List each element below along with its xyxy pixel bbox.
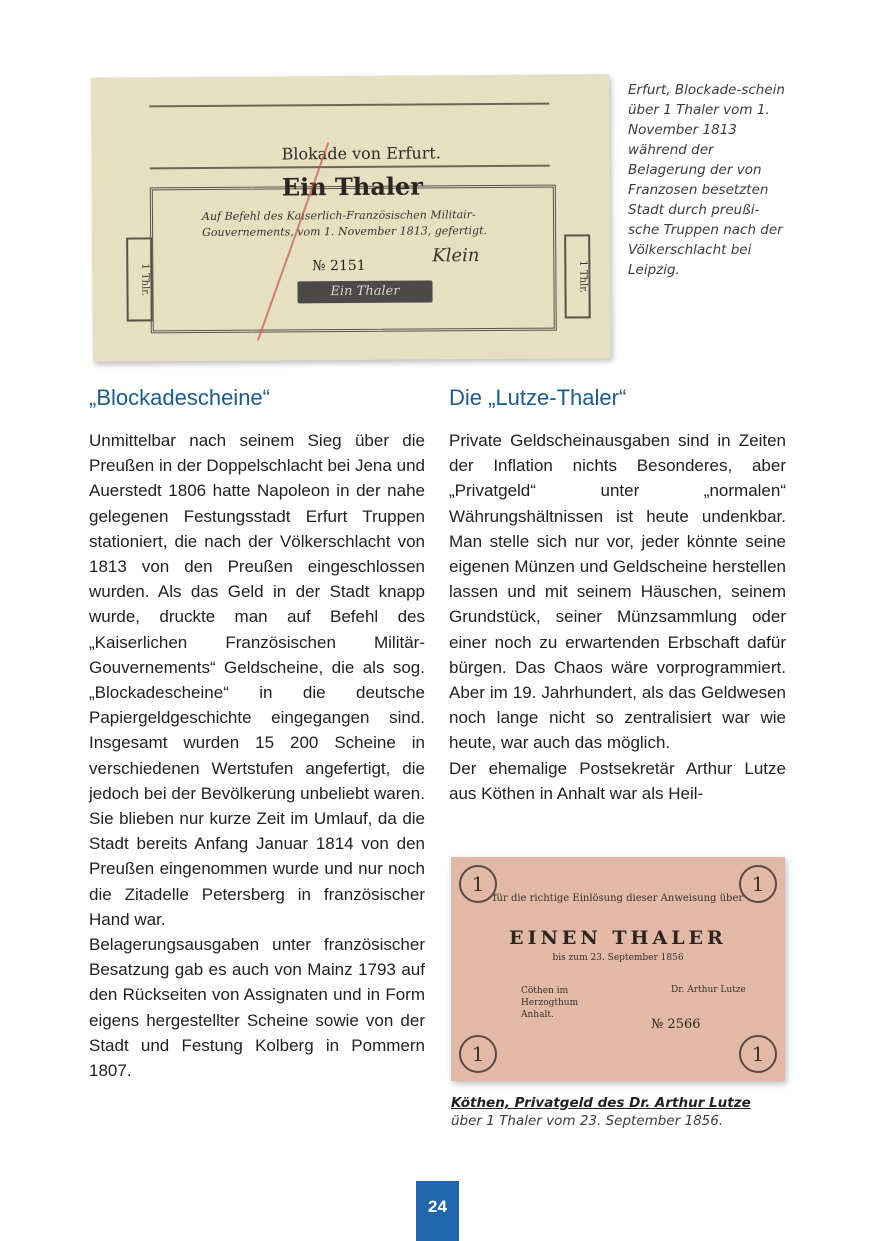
page-number: 24 [416, 1181, 459, 1241]
note-value-label: Ein Thaler [297, 280, 432, 303]
note-signature: Klein [432, 245, 480, 267]
right-paragraph-2: Der ehemalige Postsekretär Arthur Lutze aus Köthen in Anhalt war als Heil- [449, 758, 786, 803]
note-header-text: für die richtige Einlösung dieser Anweisung über [492, 893, 744, 904]
note-side-value-left: 1 Thlr. [126, 237, 153, 321]
left-paragraph-2: Belagerungsausgaben unter französischer Besatzung gab es auch von Mainz 1793 auf den Rückseiten von Assignaten und in Form eigens hergestellter Scheine sowie von der Stadt und Festung Kolberg in Pommern 1807. [89, 935, 425, 1081]
note-issuer: Dr. Arthur Lutze [671, 985, 746, 995]
figure2-caption-lead: Köthen, Privatgeld des Dr. Arthur Lutze [451, 1095, 751, 1111]
left-column [89, 428, 425, 1083]
note-corner-value: 1 [739, 865, 777, 903]
blockade-note-image [91, 74, 611, 362]
note-corner-value: 1 [739, 1035, 777, 1073]
figure1-caption: Erfurt, Blockade-schein über 1 Thaler vom 1. November 1813 während der Belagerung der von Franzosen besetzten Stadt durch preußi-sche Truppen nach der Völkerschlacht bei Leipzig. [628, 82, 785, 278]
note-value: EINEN THALER [509, 927, 727, 949]
note-date: bis zum 23. September 1856 [552, 953, 684, 963]
note-serial-number: № 2151 [312, 257, 366, 275]
note-corner-value: 1 [459, 1035, 497, 1073]
note-text: Auf Befehl des Kaiserlich-Französischen Militair-Gouvernements, vom 1. November 1813, gefertigt. [201, 208, 488, 240]
right-column [449, 428, 786, 806]
figure2-caption-rest: über 1 Thaler vom 23. September 1856. [451, 1113, 724, 1129]
note-side-value-right: 1 Thlr. [564, 234, 591, 318]
note-title: Blokade von Erfurt. [281, 143, 441, 164]
note-corner-value: 1 [459, 865, 497, 903]
note-place: Cöthen im Herzogthum Anhalt. [521, 986, 579, 1020]
left-paragraph-1: Unmittelbar nach seinem Sieg über die Preußen in der Doppelschlacht bei Jena und Auerstedt 1806 hatte Napoleon in der nahe gelegenen Festungsstadt Erfurt Truppen stationiert, die nach der Völkerschlacht von 1813 von den Preußen eingeschlossen wurden. Als das Geld in der Stadt knapp wurde, druckte man auf Befehl des „Kaiserlichen Französischen Militär-Gouvernements“ Geldscheine, die als sog. „Blockadescheine“ in die deutsche Papiergeldgeschichte eingegangen sind. Insgesamt wurden 15 200 Scheine in verschiedenen Wertstufen angefertigt, die jedoch bei der Bevölkerung unbeliebt waren. Sie blieben nur kurze Zeit im Umlauf, da die Stadt bereits Anfang Januar 1814 von den Preußen eingenommen wurde und nur noch die Zitadelle Petersberg in französischer Hand war. [89, 431, 425, 929]
heading-lutze-thaler: Die „Lutze-Thaler“ [449, 385, 627, 410]
note-value: Ein Thaler [281, 171, 423, 202]
right-paragraph-1: Private Geldscheinausgaben sind in Zeiten der Inflation nichts Besonderes, aber „Privatgeld“ unter „normalen“ Währungshältnissen ist heute undenkbar. Man stelle sich nur vor, jeder könnte seine eigenen Münzen und Geldscheine herstellen lassen und mit seinem Häuschen, seinem Grundstück, seiner Münzsammlung oder einer noch zu erwartenden Erbschaft dafür bürgen. Das Chaos wäre vorprogrammiert. Aber im 19. Jahrhundert, als das Geldwesen noch lange nicht so zentralisiert war wie heute, war auch das möglich. [449, 431, 786, 753]
lutze-note-image [451, 857, 785, 1081]
note-serial-number: № 2566 [651, 1017, 701, 1032]
figure2-caption [451, 1094, 791, 1130]
heading-blockadescheine: „Blockadescheine“ [89, 385, 270, 410]
